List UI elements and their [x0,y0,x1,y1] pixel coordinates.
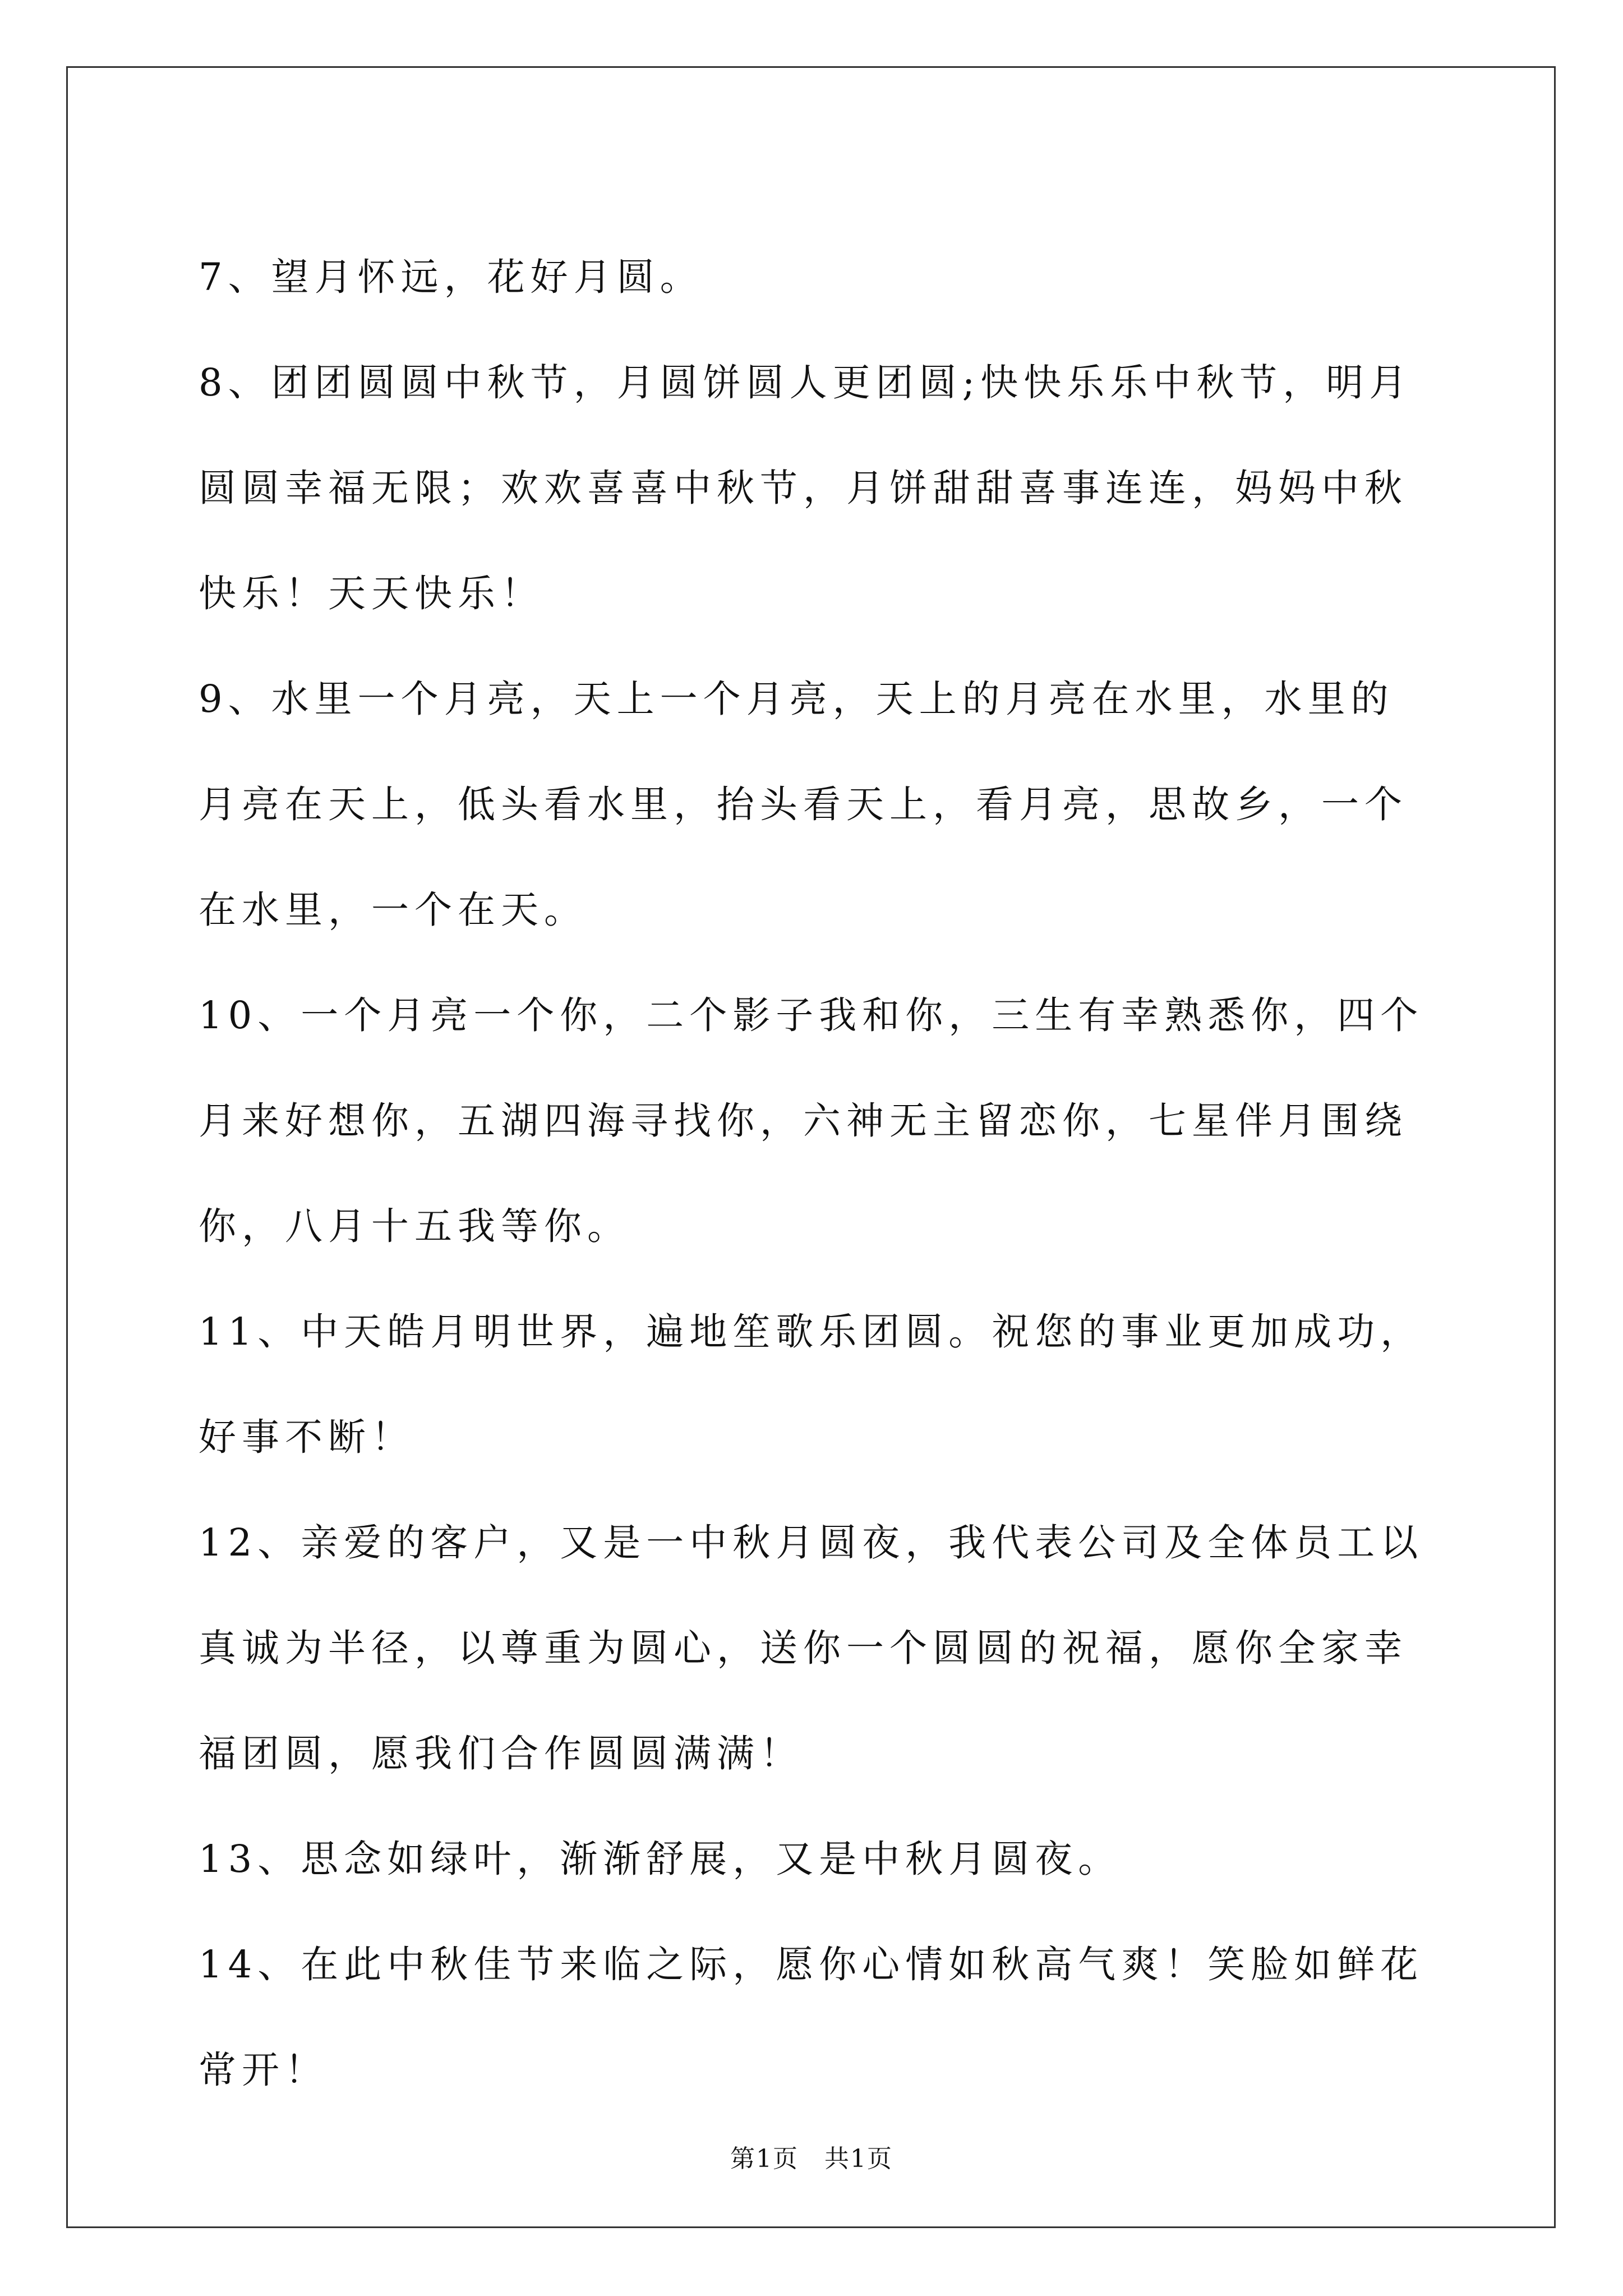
paragraph-7: 7、望月怀远，花好月圆。 [199,255,703,299]
paragraph-13: 13、思念如绿叶，渐渐舒展，又是中秋月圆夜。 [199,1837,1122,1881]
paragraph-11: 11、中天皓月明世界，遍地笙歌乐团圆。祝您的事业更加成功，好事不断！ [199,1310,1424,1459]
page-number-footer: 第1页 共1页 [730,2145,893,2173]
document-body [199,224,1427,2123]
paragraph-8: 8、团团圆圆中秋节，月圆饼圆人更团圆;快快乐乐中秋节，明月圆圆幸福无限；欢欢喜喜中秋节，月饼甜甜喜事连连，妈妈中秋快乐！天天快乐！ [199,361,1413,615]
paragraph-14: 14、在此中秋佳节来临之际，愿你心情如秋高气爽！笑脸如鲜花常开！ [199,1943,1424,2092]
paragraph-12: 12、亲爱的客户，又是一中秋月圆夜，我代表公司及全体员工以真诚为半径，以尊重为圆心，送你一个圆圆的祝福，愿你全家幸福团圆，愿我们合作圆圆满满！ [199,1521,1424,1775]
paragraph-9: 9、水里一个月亮，天上一个月亮，天上的月亮在水里，水里的月亮在天上，低头看水里，抬头看天上，看月亮，思故乡，一个在水里，一个在天。 [199,677,1408,932]
paragraph-10: 10、一个月亮一个你，二个影子我和你，三生有幸熟悉你，四个月来好想你，五湖四海寻找你，六神无主留恋你，七星伴月围绕你，八月十五我等你。 [199,993,1424,1248]
